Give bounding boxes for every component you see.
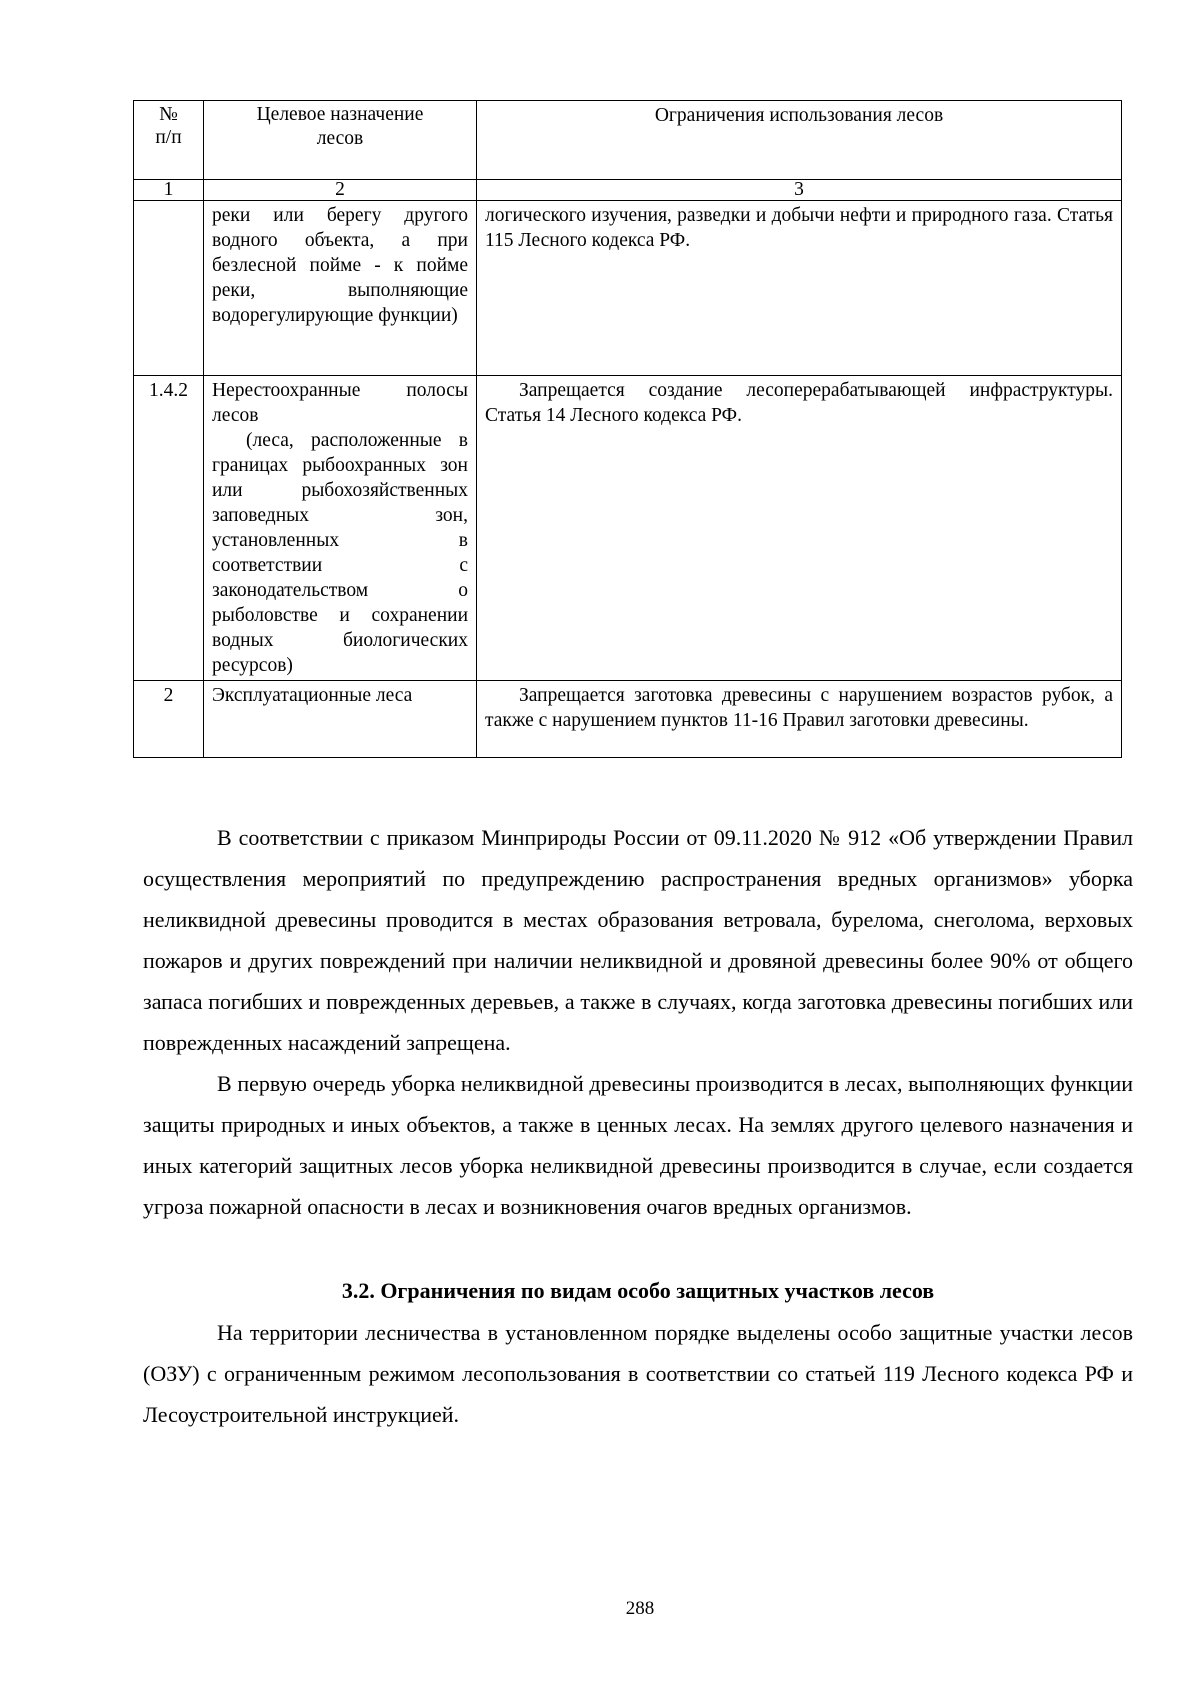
forest-restrictions-table bbox=[133, 100, 1122, 758]
row-restrictions: логического изучения, разведки и добычи нефти и природного газа. Статья 115 Лесного кодекса РФ. bbox=[477, 201, 1122, 376]
column-number: 1 bbox=[134, 180, 204, 201]
row-purpose-title: Нерестоохранные полосы лесов bbox=[212, 380, 468, 426]
column-number: 3 bbox=[477, 180, 1122, 201]
table-row bbox=[134, 376, 1122, 681]
header-num: № п/п bbox=[134, 101, 204, 180]
table-row bbox=[134, 201, 1122, 376]
paragraph-2: В первую очередь уборка неликвидной древесины производится в лесах, выполняющих функции защиты природных и иных объектов, а также в ценных лесах. На землях другого целевого назначения и иных категорий защитных лесов уборка неликвидной древесины производится в случае, если создается угроза пожарной опасности в лесах и возникновения очагов вредных организмов. bbox=[143, 1071, 1133, 1219]
row-num: 1.4.2 bbox=[134, 376, 204, 681]
row-purpose: Эксплуатационные леса bbox=[204, 681, 477, 758]
header-restrictions: Ограничения использования лесов bbox=[477, 101, 1122, 180]
column-numbers-row bbox=[134, 180, 1122, 201]
page-number: 288 bbox=[625, 1598, 655, 1619]
column-number: 2 bbox=[204, 180, 477, 201]
row-purpose bbox=[204, 376, 477, 681]
row-purpose-note: (леса, расположенные в границах рыбоохранных зон или рыбохозяйственных заповедных зон, установленных в соответствии с законодательством о рыболовстве и сохранении водных биологических ресурсов) bbox=[212, 430, 468, 676]
header-purpose: Целевое назначение лесов bbox=[204, 101, 477, 180]
table-header-row bbox=[134, 101, 1122, 180]
table-row bbox=[134, 681, 1122, 758]
row-restrictions: Запрещается создание лесоперерабатывающей инфраструктуры. Статья 14 Лесного кодекса РФ. bbox=[477, 376, 1122, 681]
section-heading: 3.2. Ограничения по видам особо защитных участков лесов bbox=[341, 1278, 935, 1303]
row-num bbox=[134, 201, 204, 376]
row-num: 2 bbox=[134, 681, 204, 758]
row-purpose: реки или берегу другого водного объекта, а при безлесной пойме - к пойме реки, выполняющие водорегулирующие функции) bbox=[204, 201, 477, 376]
paragraph-1: В соответствии с приказом Минприроды России от 09.11.2020 № 912 «Об утверждении Правил осуществления мероприятий по предупреждению распространения вредных организмов» уборка неликвидной древесины проводится в местах образования ветровала, бурелома, снеголома, верховых пожаров и других повреждений при наличии неликвидной и дровяной древесины более 90% от общего запаса погибших и поврежденных деревьев, а также в случаях, когда заготовка древесины погибших или поврежденных насаждений запрещена. bbox=[143, 825, 1133, 1055]
row-restrictions: Запрещается заготовка древесины с нарушением возрастов рубок, а также с нарушением пунктов 11-16 Правил заготовки древесины. bbox=[477, 681, 1122, 758]
section-paragraph: На территории лесничества в установленном порядке выделены особо защитные участки лесов (ОЗУ) с ограниченным режимом лесопользования в соответствии со статьей 119 Лесного кодекса РФ и Лесоустроительной инструкцией. bbox=[143, 1320, 1133, 1427]
